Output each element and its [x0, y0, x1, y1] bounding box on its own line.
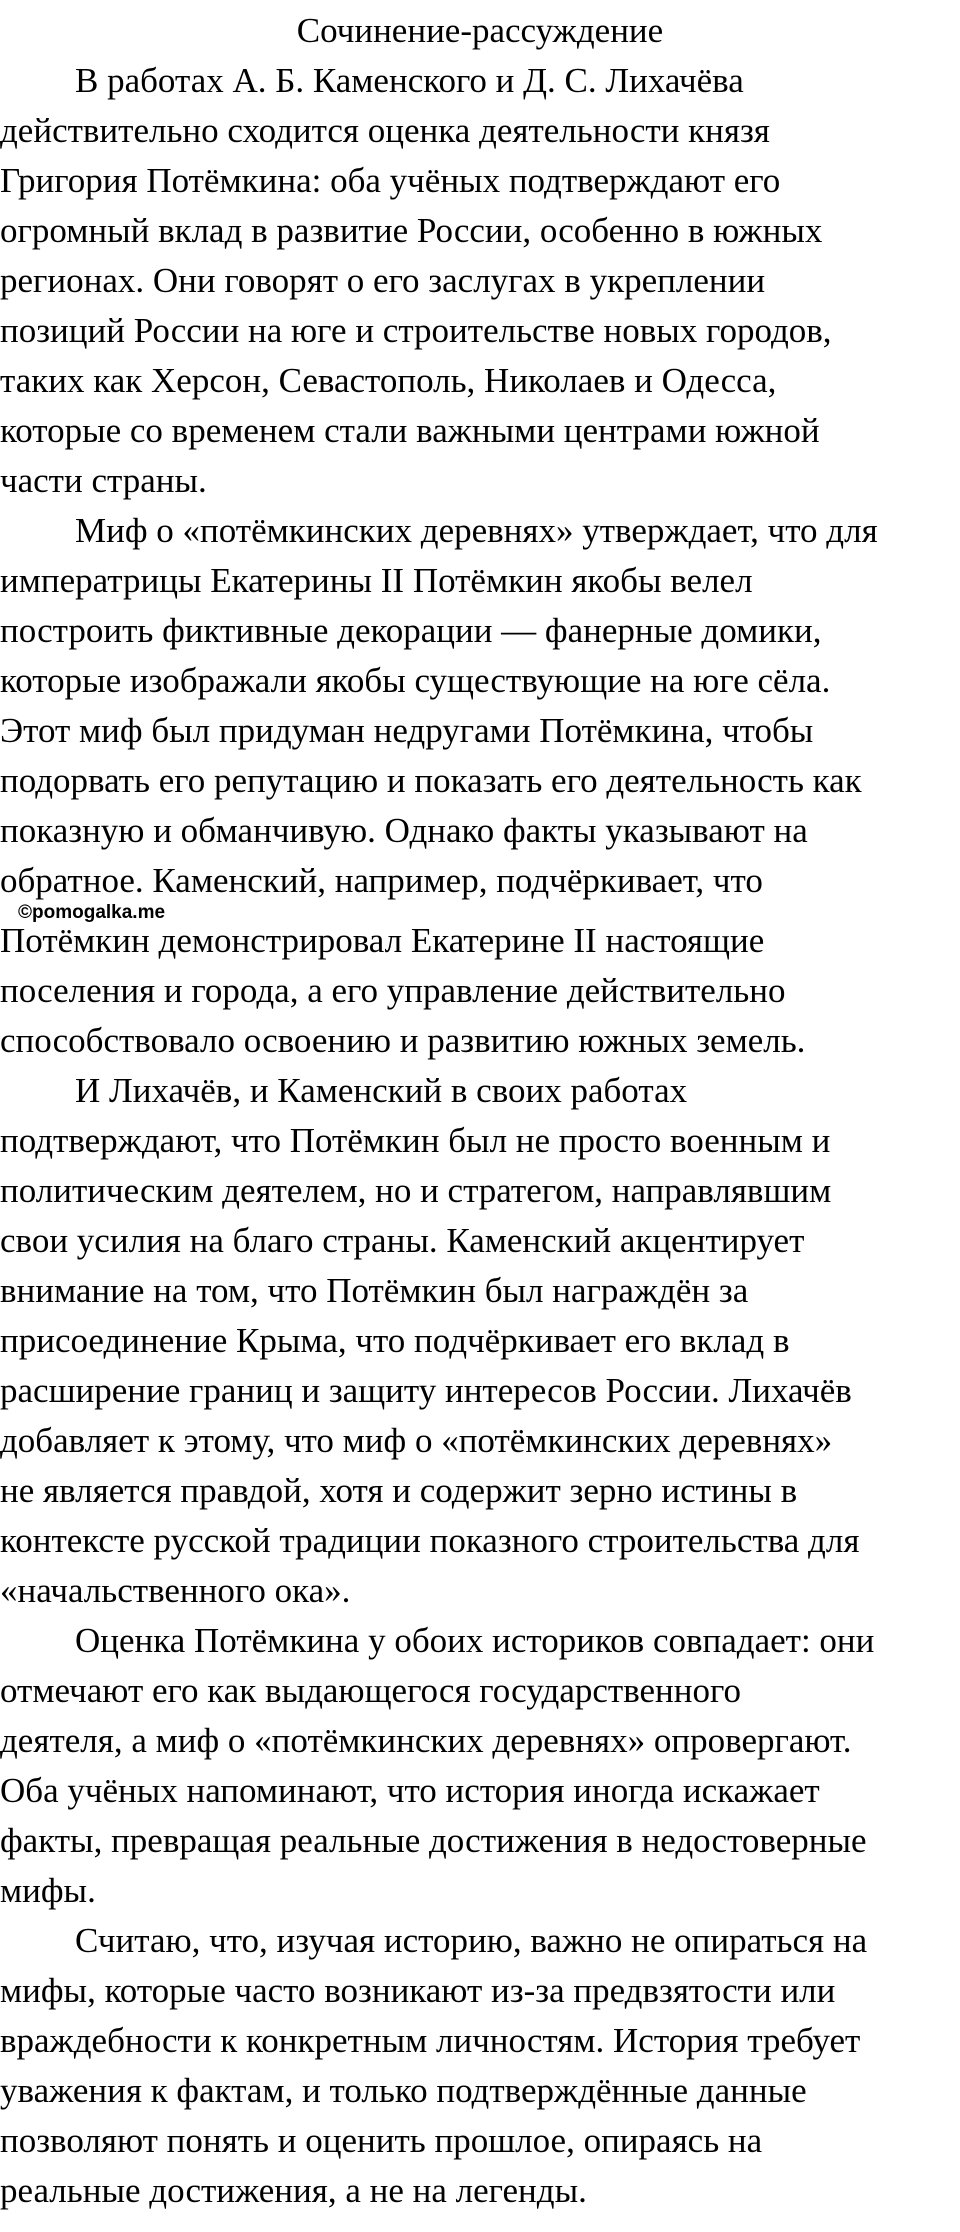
text-line: Этот миф был придуман недругами Потёмкина, чтобы [0, 711, 814, 750]
text-line: поселения и города, а его управление действительно [0, 971, 786, 1010]
text-line: политическим деятелем, но и стратегом, направлявшим [0, 1171, 832, 1210]
text-line: факты, превращая реальные достижения в недостоверные [0, 1821, 867, 1860]
text-line: В работах А. Б. Каменского и Д. С. Лихачёва [75, 61, 744, 100]
text-line: Оба учёных напоминают, что история иногда искажает [0, 1771, 820, 1810]
text-line: «начальственного ока». [0, 1571, 351, 1610]
text-line: построить фиктивные декорации — фанерные домики, [0, 611, 822, 650]
text-line: способствовало освоению и развитию южных земель. [0, 1021, 806, 1060]
text-line: не является правдой, хотя и содержит зерно истины в [0, 1471, 798, 1510]
text-line: которые изображали якобы существующие на юге сёла. [0, 661, 831, 700]
text-line: Оценка Потёмкина у обоих историков совпадает: они [75, 1621, 875, 1660]
text-line: отмечают его как выдающегося государственного [0, 1671, 741, 1710]
text-line: внимание на том, что Потёмкин был награждён за [0, 1271, 749, 1310]
text-line: контексте русской традиции показного строительства для [0, 1521, 860, 1560]
text-line: позволяют понять и оценить прошлое, опираясь на [0, 2121, 763, 2160]
text-line: И Лихачёв, и Каменский в своих работах [75, 1071, 688, 1110]
text-line: Потёмкин демонстрировал Екатерине II настоящие [0, 921, 765, 960]
text-line: подтверждают, что Потёмкин был не просто военным и [0, 1121, 831, 1160]
text-line: свои усилия на благо страны. Каменский акцентирует [0, 1221, 805, 1260]
text-line: реальные достижения, а не на легенды. [0, 2171, 587, 2210]
text-line: таких как Херсон, Севастополь, Николаев и Одесса, [0, 361, 777, 400]
text-line: уважения к фактам, и только подтверждённые данные [0, 2071, 807, 2110]
text-line: добавляет к этому, что миф о «потёмкинских деревнях» [0, 1421, 833, 1460]
text-line: части страны. [0, 461, 207, 500]
text-line: позиций России на юге и строительстве новых городов, [0, 311, 832, 350]
watermark: ©pomogalka.me [18, 902, 166, 923]
text-line: расширение границ и защиту интересов России. Лихачёв [0, 1371, 852, 1410]
text-line: регионах. Они говорят о его заслугах в укреплении [0, 261, 766, 300]
text-line: обратное. Каменский, например, подчёркивает, что [0, 861, 763, 900]
text-line: Григория Потёмкина: оба учёных подтверждают его [0, 161, 781, 200]
text-line: Считаю, что, изучая историю, важно не опираться на [75, 1921, 868, 1960]
text-line: деятеля, а миф о «потёмкинских деревнях» опровергают. [0, 1721, 852, 1760]
text-line: показную и обманчивую. Однако факты указывают на [0, 811, 808, 850]
text-line: враждебности к конкретным личностям. История требует [0, 2021, 861, 2060]
text-line: подорвать его репутацию и показать его деятельность как [0, 761, 862, 800]
essay-title: Сочинение-рассуждение [296, 11, 664, 50]
text-line: мифы. [0, 1871, 96, 1910]
text-line: императрицы Екатерины II Потёмкин якобы велел [0, 561, 753, 600]
text-line: мифы, которые часто возникают из-за предвзятости или [0, 1971, 836, 2010]
text-line: огромный вклад в развитие России, особенно в южных [0, 211, 823, 250]
text-line: действительно сходится оценка деятельности князя [0, 111, 770, 150]
text-line: присоединение Крыма, что подчёркивает его вклад в [0, 1321, 790, 1360]
text-line: Миф о «потёмкинских деревнях» утверждает, что для [75, 511, 878, 550]
text-line: которые со временем стали важными центрами южной [0, 411, 820, 450]
